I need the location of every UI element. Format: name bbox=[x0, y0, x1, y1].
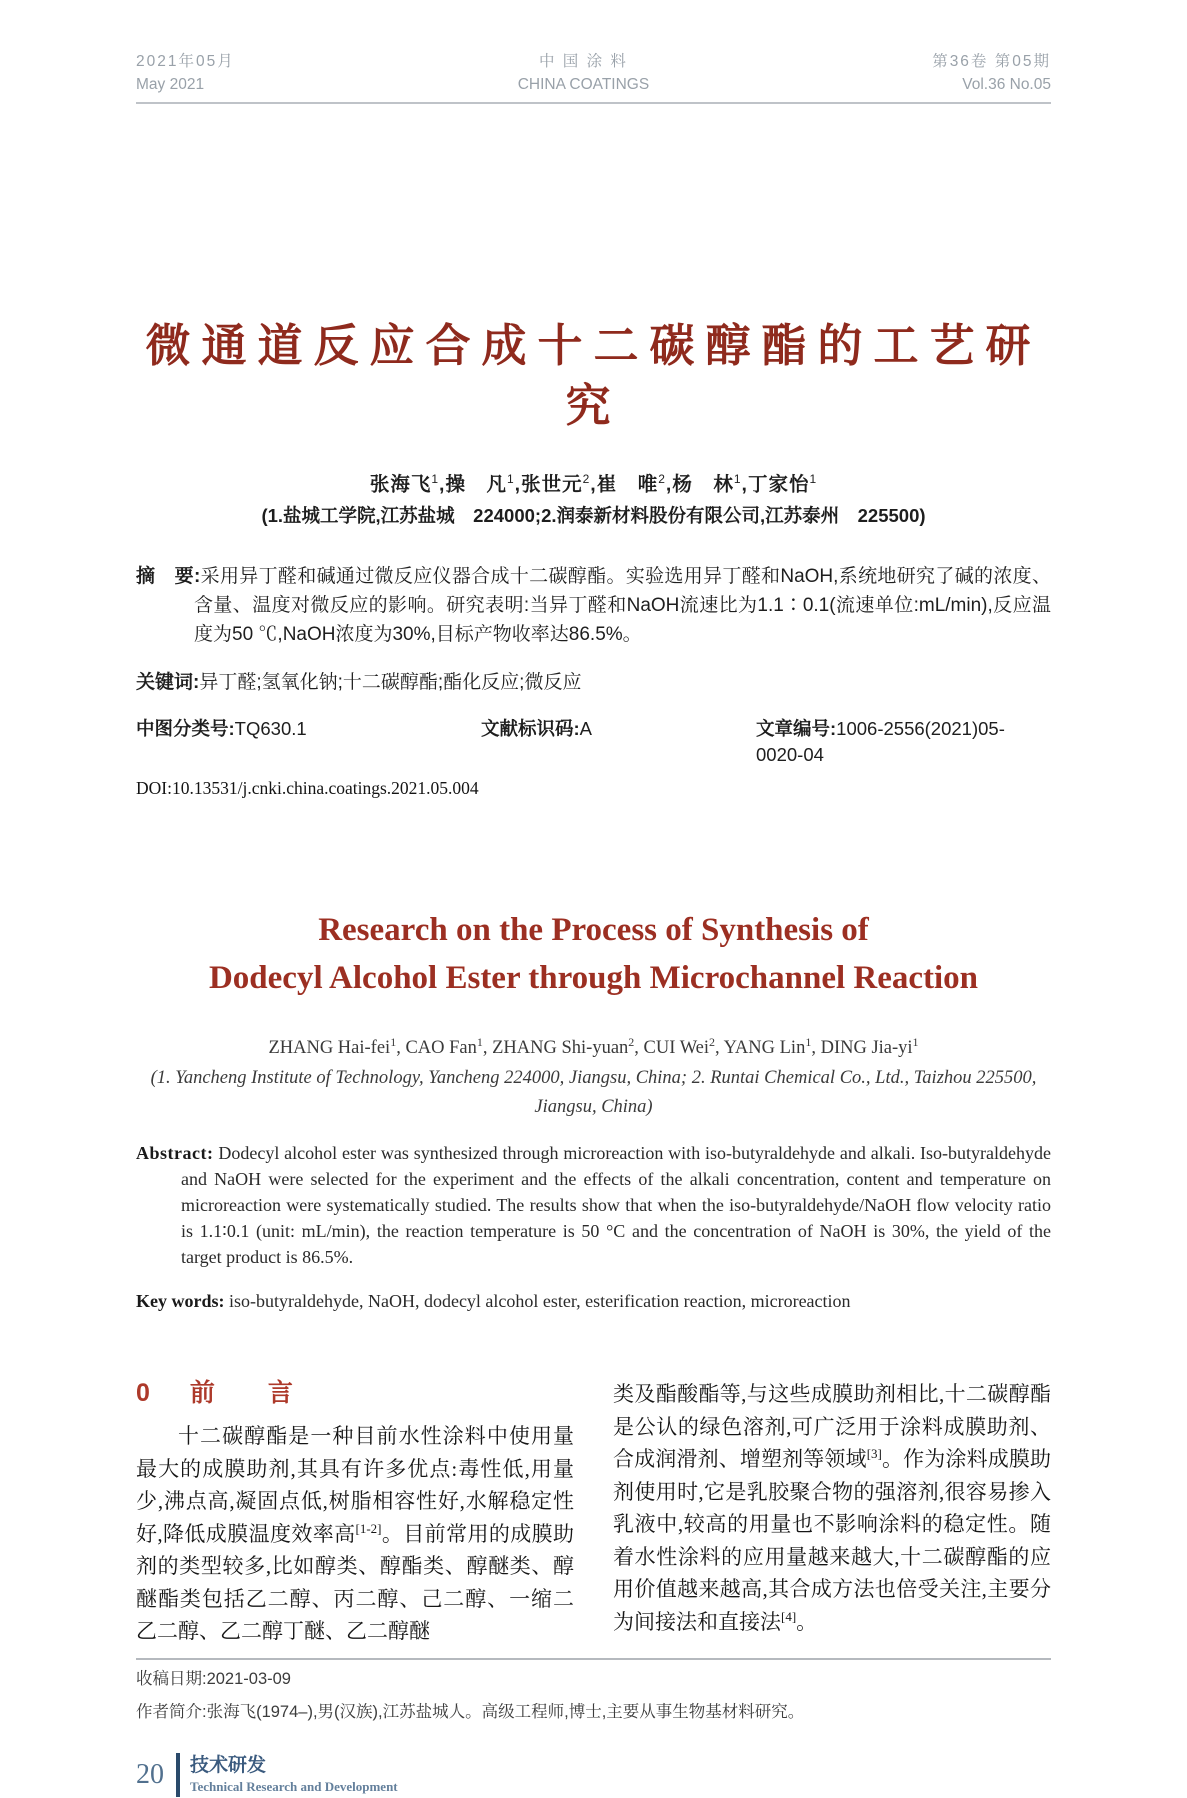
journal-date-cn: 2021年05月 bbox=[136, 53, 235, 70]
author-name: 张海飞 bbox=[369, 473, 432, 496]
article-title-en bbox=[136, 906, 1051, 1002]
authors-cn bbox=[136, 466, 1051, 498]
abstract-cn-label: 摘 要: bbox=[136, 565, 201, 587]
journal-name bbox=[518, 50, 649, 96]
section-title: 前 言 bbox=[189, 1379, 307, 1408]
keywords-cn-text: 异丁醛;氢氧化钠;十二碳醇酯;酯化反应;微反应 bbox=[199, 671, 582, 693]
article-title-en-line2: Dodecyl Alcohol Ester through Microchannel Reaction bbox=[208, 959, 979, 996]
author-sep: , bbox=[396, 1038, 406, 1059]
page-footer bbox=[136, 1752, 1051, 1798]
authors-en bbox=[136, 1029, 1051, 1061]
article-id-value: 1006-2556(2021)05-0020-04 bbox=[756, 717, 1005, 765]
affiliation-en: (1. Yancheng Institute of Technology, Yancheng 224000, Jiangsu, China; 2. Runtai Chemical Co., Ltd., Taizhou 225500, Jiangsu, China) bbox=[150, 1068, 1037, 1118]
author-name: ZHANG Shi-yuan bbox=[492, 1038, 629, 1059]
doc-code-value: A bbox=[579, 717, 593, 739]
author-affil-sup: 1 bbox=[912, 1035, 919, 1050]
author-sep: , bbox=[715, 1038, 724, 1059]
abstract-en-label: Abstract: bbox=[136, 1143, 214, 1164]
author-affil-sup: 1 bbox=[805, 1035, 812, 1050]
author-affil-sup: 1 bbox=[390, 1035, 397, 1050]
journal-name-en: CHINA COATINGS bbox=[517, 76, 650, 93]
journal-issue bbox=[932, 50, 1051, 96]
footnote-rule bbox=[136, 1658, 1051, 1660]
keywords-cn-label: 关键词: bbox=[136, 671, 200, 693]
doi: DOI:10.13531/j.cnki.china.coatings.2021.05.004 bbox=[136, 777, 479, 798]
author-sep: , bbox=[741, 473, 748, 496]
intro-right-text-3: 。 bbox=[796, 1609, 818, 1634]
body-column-left bbox=[136, 1378, 574, 1648]
citation-ref: [4] bbox=[781, 1608, 797, 1624]
author-name: CAO Fan bbox=[405, 1038, 477, 1059]
page-number: 20 bbox=[136, 1758, 164, 1790]
author-sep: , bbox=[482, 1038, 493, 1059]
author-name: CUI Wei bbox=[643, 1038, 710, 1059]
section-divider-bar bbox=[176, 1753, 180, 1797]
journal-date bbox=[136, 50, 235, 96]
journal-page bbox=[136, 0, 1051, 1798]
author-affil-sup: 2 bbox=[628, 1035, 635, 1050]
author-name: DING Jia-yi bbox=[820, 1038, 913, 1059]
section-number: 0 bbox=[136, 1379, 150, 1408]
journal-issue-en: Vol.36 No.05 bbox=[962, 76, 1051, 93]
intro-paragraph-right bbox=[613, 1378, 1051, 1638]
article-id bbox=[756, 716, 1051, 768]
author-affil-sup: 1 bbox=[506, 472, 515, 487]
affiliation-cn: (1.盐城工学院,江苏盐城 224000;2.润泰新材料股份有限公司,江苏泰州 225500) bbox=[261, 504, 926, 526]
intro-paragraph-left bbox=[136, 1420, 574, 1648]
intro-right-text-2: 。作为涂料成膜助剂使用时,它是乳胶聚合物的强溶剂,很容易掺入乳液中,较高的用量也不影响涂料的稳定性。随着水性涂料的应用量越来越大,十二碳醇酯的应用价值越来越高,其合成方法也倍受关注,主要分为间接法和直接法 bbox=[613, 1447, 1052, 1634]
author-bio: 作者简介:张海飞(1974–),男(汉族),江苏盐城人。高级工程师,博士,主要从事生物基材料研究。 bbox=[136, 1702, 805, 1721]
intro-right-text-1: 类及酯酸酯等,与这些成膜助剂相比,十二碳醇酯是公认的绿色溶剂,可广泛用于涂料成膜助剂、合成润滑剂、增塑剂等领域 bbox=[613, 1382, 1051, 1472]
body-column-right bbox=[613, 1378, 1051, 1648]
author-name: 张世元 bbox=[521, 473, 583, 496]
author-affil-sup: 2 bbox=[582, 472, 591, 487]
author-sep: , bbox=[665, 473, 673, 496]
keywords-en bbox=[136, 1288, 1051, 1314]
intro-left-text-2: 。目前常用的成膜助剂的类型较多,比如醇类、醇酯类、醇醚类、醇醚酯类包括乙二醇、丙二醇、己二醇、一缩二乙二醇、乙二醇丁醚、乙二醇醚 bbox=[136, 1521, 575, 1644]
section-heading bbox=[136, 1378, 574, 1408]
keywords-en-text: iso-butyraldehyde, NaOH, dodecyl alcohol ester, esterification reaction, microreaction bbox=[229, 1291, 851, 1312]
section-name-en: Technical Research and Development bbox=[190, 1778, 398, 1794]
author-name: YANG Lin bbox=[723, 1038, 806, 1059]
journal-name-cn: 中 国 涂 料 bbox=[539, 53, 628, 70]
abstract-cn bbox=[136, 562, 1051, 649]
author-affil-sup: 1 bbox=[809, 472, 818, 487]
clc-value: TQ630.1 bbox=[234, 717, 307, 739]
author-affil-sup: 1 bbox=[476, 1035, 483, 1050]
running-head bbox=[136, 50, 1051, 96]
section-block bbox=[190, 1754, 398, 1796]
author-affil-sup: 1 bbox=[431, 472, 440, 487]
abstract-cn-text: 采用异丁醛和碱通过微反应仪器合成十二碳醇酯。实验选用异丁醛和NaOH,系统地研究了碱的浓度、含量、温度对微反应的影响。研究表明:当异丁醛和NaOH流速比为1.1∶0.1(流速单位:mL/min),反应温度为50 ℃,NaOH浓度为30%,目标产物收率达86.5%。 bbox=[194, 565, 1052, 645]
author-name: 操 凡 bbox=[445, 473, 507, 496]
author-sep: , bbox=[634, 1038, 644, 1059]
article-id-label: 文章编号: bbox=[756, 717, 837, 739]
clc-number bbox=[136, 716, 481, 768]
author-affil-sup: 2 bbox=[709, 1035, 716, 1050]
abstract-en bbox=[136, 1140, 1051, 1270]
received-date: 收稿日期:2021-03-09 bbox=[136, 1669, 291, 1688]
clc-label: 中图分类号: bbox=[136, 717, 235, 739]
article-title-cn: 微通道反应合成十二碳醇酯的工艺研究 bbox=[145, 320, 1042, 431]
header-rule bbox=[136, 102, 1051, 104]
author-sep: , bbox=[811, 1038, 821, 1059]
author-sep: , bbox=[590, 473, 597, 496]
author-name: 崔 唯 bbox=[596, 473, 659, 496]
keywords-en-label: Key words: bbox=[136, 1291, 225, 1312]
author-sep: , bbox=[514, 473, 522, 496]
journal-issue-cn: 第36卷 第05期 bbox=[932, 53, 1051, 70]
citation-ref: [3] bbox=[866, 1446, 882, 1462]
author-name: ZHANG Hai-fei bbox=[268, 1038, 391, 1059]
keywords-cn bbox=[136, 668, 1051, 697]
author-affil-sup: 2 bbox=[658, 472, 666, 487]
author-sep: , bbox=[439, 473, 446, 496]
abstract-en-text: Dodecyl alcohol ester was synthesized through microreaction with iso-butyraldehyde and alkali. Iso-butyraldehyde and NaOH were selected for the experiment and the effects of the alkali concentration, content and temperature on microreaction were systematically studied. The results show that when the iso-butyraldehyde/NaOH flow velocity ratio is 1.1∶0.1 (unit: mL/min), the reaction temperature is 50 °C and the concentration of NaOH is 30%, the yield of the target product is 86.5%. bbox=[181, 1143, 1052, 1268]
article-meta-row bbox=[136, 716, 1051, 768]
author-affil-sup: 1 bbox=[733, 472, 742, 487]
journal-date-en: May 2021 bbox=[136, 76, 205, 93]
citation-ref: [1-2] bbox=[355, 1520, 382, 1536]
doc-code-label: 文献标识码: bbox=[481, 717, 580, 739]
article-title-en-line1: Research on the Process of Synthesis of bbox=[318, 911, 869, 948]
author-name: 杨 林 bbox=[672, 473, 734, 496]
section-name-cn: 技术研发 bbox=[190, 1754, 267, 1776]
author-name: 丁家怡 bbox=[747, 473, 810, 496]
document-code bbox=[481, 716, 756, 768]
body-columns bbox=[136, 1378, 1051, 1648]
intro-left-text-1: 十二碳醇酯是一种目前水性涂料中使用量最大的成膜助剂,其具有许多优点:毒性低,用量少,沸点高,凝固点低,树脂相容性好,水解稳定性好,降低成膜温度效率高 bbox=[136, 1424, 574, 1546]
